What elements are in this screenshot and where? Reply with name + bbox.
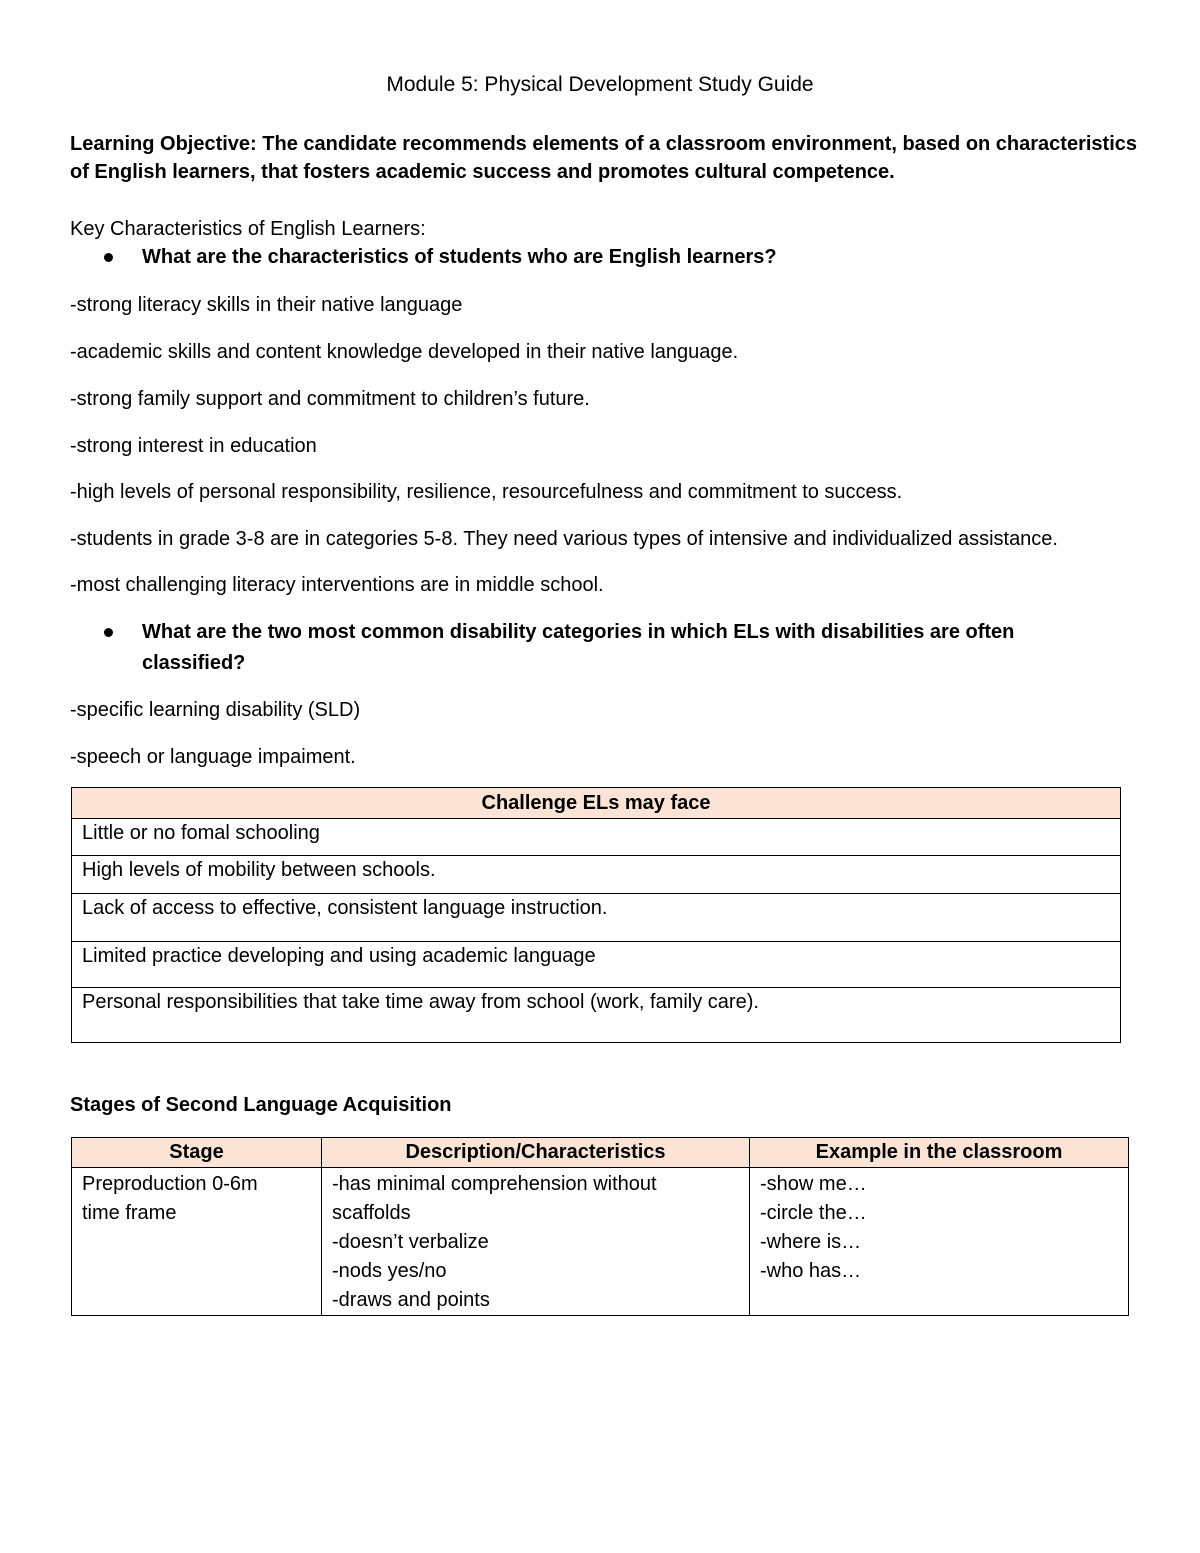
stages-heading: Stages of Second Language Acquisition <box>70 1094 452 1116</box>
example-cell <box>750 1168 1129 1316</box>
cell-line: -show me… <box>760 1173 867 1195</box>
answer-line: -speech or language impaiment. <box>70 746 356 768</box>
cell-line: -nods yes/no <box>332 1260 447 1282</box>
stages-table <box>71 1137 1129 1316</box>
table-header-cell: Description/Characteristics <box>322 1138 750 1168</box>
stage-cell <box>72 1168 322 1316</box>
answer-line: -most challenging literacy interventions are in middle school. <box>70 574 604 596</box>
table-cell: Limited practice developing and using academic language <box>72 942 1121 988</box>
table-cell: Little or no fomal schooling <box>72 819 1121 856</box>
table-cell: High levels of mobility between schools. <box>72 856 1121 894</box>
cell-line: -who has… <box>760 1260 862 1282</box>
challenges-table <box>71 787 1121 1043</box>
question-1-text: What are the characteristics of students who are English learners? <box>142 246 777 268</box>
question-2-text: What are the two most common disability categories in which ELs with disabilities are often classified? <box>142 621 1015 674</box>
cell-line: -has minimal comprehension without <box>332 1173 657 1195</box>
answer-line: -strong family support and commitment to children’s future. <box>70 388 590 410</box>
table-row <box>72 988 1121 1043</box>
answer-line: -strong interest in education <box>70 435 317 457</box>
table-row <box>72 1168 1129 1316</box>
table-header-row <box>72 788 1121 819</box>
table-header-cell: Stage <box>72 1138 322 1168</box>
bullet-icon <box>104 628 113 637</box>
table-row <box>72 856 1121 894</box>
description-cell <box>322 1168 750 1316</box>
page-title: Module 5: Physical Development Study Guide <box>386 73 814 96</box>
answer-line: -academic skills and content knowledge developed in their native language. <box>70 341 739 363</box>
answer-line: -strong literacy skills in their native language <box>70 294 463 316</box>
cell-line: -circle the… <box>760 1202 867 1224</box>
cell-line: -draws and points <box>332 1289 490 1311</box>
table-header-cell: Challenge ELs may face <box>72 788 1121 819</box>
table-row <box>72 819 1121 856</box>
bullet-icon <box>104 253 113 262</box>
answer-line: -high levels of personal responsibility, resilience, resourcefulness and commitment to success. <box>70 481 903 503</box>
learning-objective: Learning Objective: The candidate recommends elements of a classroom environment, based on characteristics of English learners, that fosters academic success and promotes cultural competence. <box>70 133 1138 183</box>
cell-line: -doesn’t verbalize <box>332 1231 489 1253</box>
cell-line: scaffolds <box>332 1202 411 1224</box>
question-bullet-2 <box>100 617 1100 679</box>
cell-line: time frame <box>82 1202 177 1224</box>
answer-line: -specific learning disability (SLD) <box>70 699 361 721</box>
cell-line: -where is… <box>760 1231 862 1253</box>
table-cell: Personal responsibilities that take time away from school (work, family care). <box>72 988 1121 1043</box>
table-row <box>72 894 1121 942</box>
table-header-cell: Example in the classroom <box>750 1138 1129 1168</box>
table-row <box>72 942 1121 988</box>
answer-line: -students in grade 3-8 are in categories 5-8. They need various types of intensive and individualized assistance. <box>70 528 1058 550</box>
table-cell: Lack of access to effective, consistent language instruction. <box>72 894 1121 942</box>
table-header-row <box>72 1138 1129 1168</box>
cell-line: Preproduction 0-6m <box>82 1173 258 1195</box>
question-bullet-1 <box>100 242 1100 273</box>
key-characteristics-heading: Key Characteristics of English Learners: <box>70 218 426 240</box>
